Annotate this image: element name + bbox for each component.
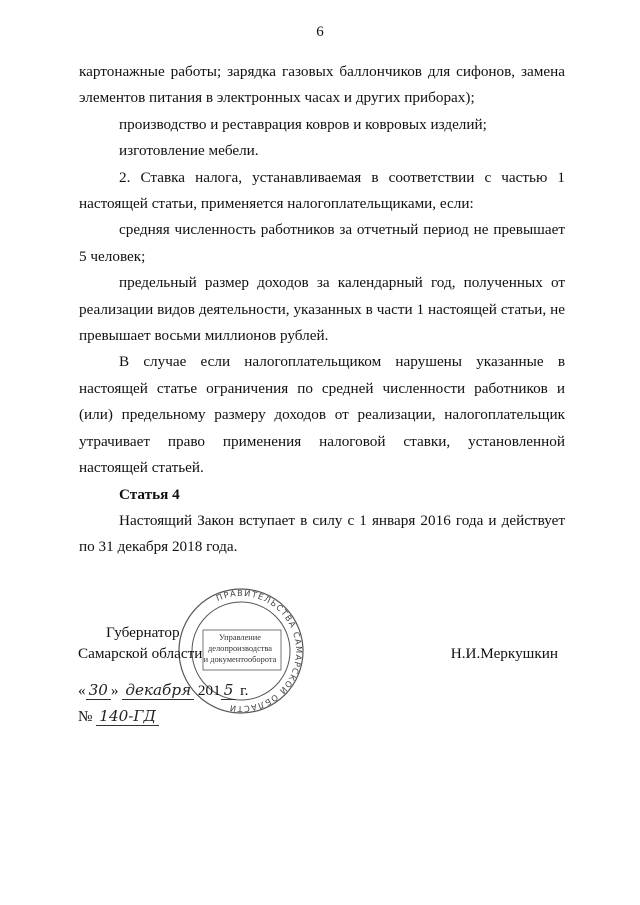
date-year-digit: 5 (221, 681, 237, 700)
seal-ring-text: ПРАВИТЕЛЬСТВА САМАРСКОЙ ОБЛАСТИ (214, 587, 305, 715)
number-label: № (78, 708, 93, 725)
seal-line-2: делопроизводства (207, 644, 273, 653)
signatory-title-line-1: Губернатор (106, 624, 180, 641)
article-text: Настоящий Закон вступает в силу с 1 января 2016 года и действует по 31 декабря 2018 года. (79, 511, 565, 556)
paragraph-5: средняя численность работников за отчетный период не превышает 5 человек; (79, 221, 565, 265)
signatory-title-line-2: Самарской области (78, 645, 203, 662)
page-number: 6 (316, 24, 324, 40)
signing-date (78, 680, 248, 701)
paragraph-7: В случае если налогоплательщиком нарушены указанные в настоящей статье ограничения по средней численности работников и (или) предельному размеру доходов от реализации, налогоплательщик утрачивает право применения налоговой ставки, установленной настоящей статьей. (79, 353, 565, 477)
paragraph-4: 2. Ставка налога, устанавливаемая в соответствии с частью 1 настоящей статьи, применяется налогоплательщиками, если: (79, 168, 565, 213)
date-open-quote: « (78, 682, 86, 699)
date-year-suffix: г. (240, 682, 249, 699)
paragraph-3: изготовление мебели. (119, 142, 259, 160)
signatory-name: Н.И.Меркушкин (450, 645, 558, 662)
paragraph-6: предельный размер доходов за календарный год, полученных от реализации видов деятельности, указанных в части 1 настоящей статьи, не превышает восьми миллионов рублей. (79, 274, 565, 345)
number-value: 140-ГД (96, 707, 159, 726)
paragraph-2: производство и реставрация ковров и ковровых изделий; (119, 115, 487, 133)
document-body (79, 59, 565, 561)
date-year-prefix: 201 (197, 682, 221, 699)
article-heading: Статья 4 (119, 485, 180, 503)
document-number (78, 706, 159, 727)
seal-line-3: и документооборота (203, 655, 277, 664)
paragraph-1: картонажные работы; зарядка газовых баллончиков для сифонов, замена элементов питания в электронных часах и других приборах); (79, 63, 565, 107)
date-month: декабря (122, 681, 194, 700)
seal-inner-text (201, 632, 279, 665)
signatory-title (78, 622, 202, 664)
date-day: 30 (86, 681, 111, 700)
seal-line-1: Управление (218, 633, 261, 642)
date-close-quote: » (110, 682, 119, 699)
